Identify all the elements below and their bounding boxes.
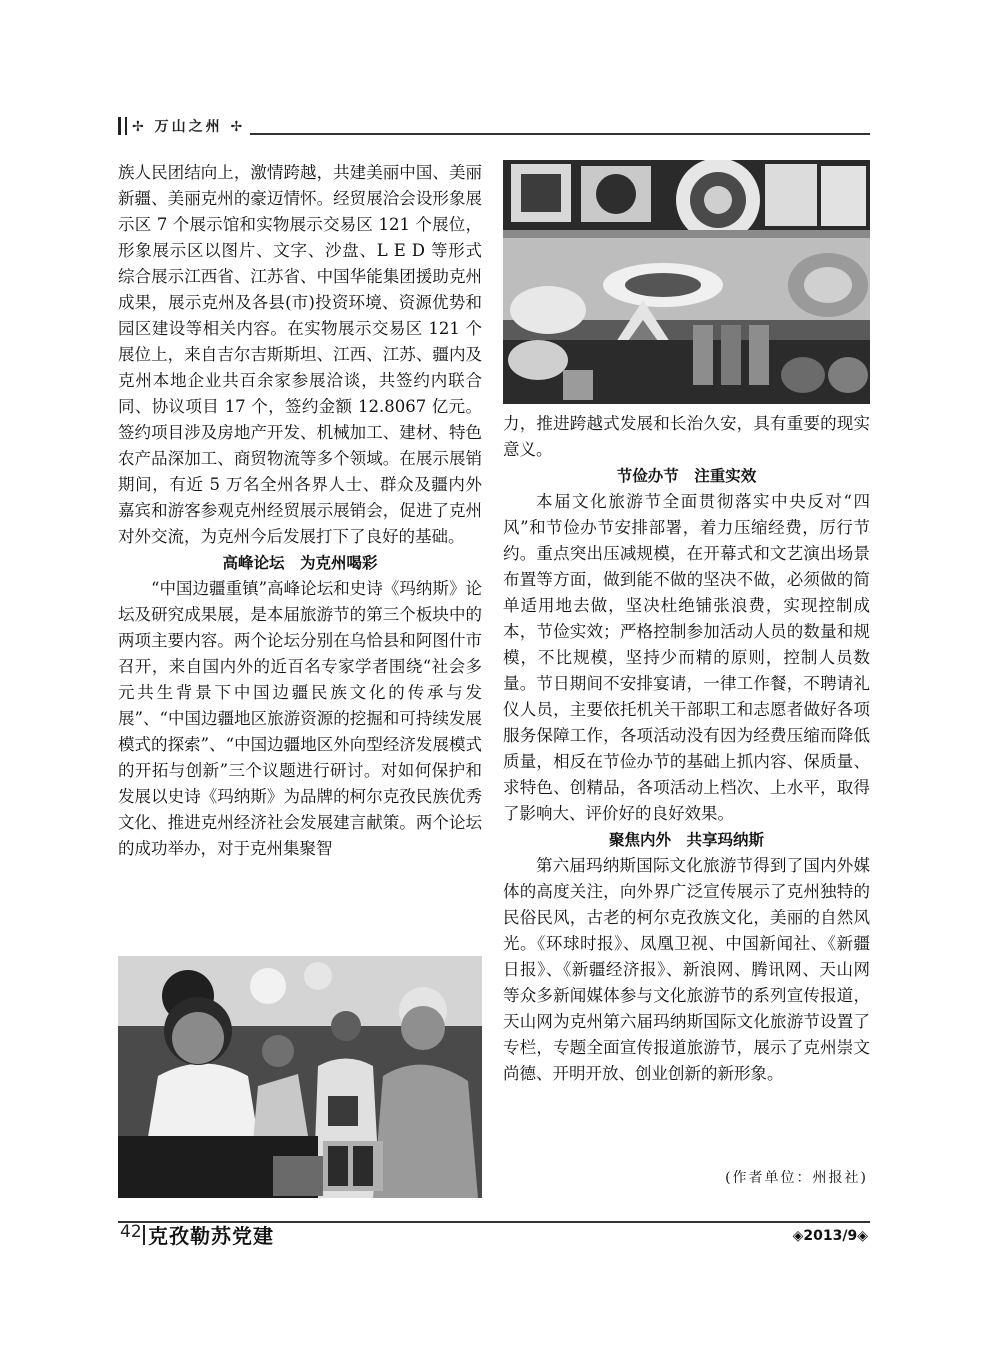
- right-column: [503, 411, 870, 1087]
- section-header: [118, 115, 870, 137]
- magazine-title: 克孜勒苏党建: [148, 1224, 274, 1248]
- author-affiliation: (作者单位：州报社): [725, 1170, 868, 1186]
- paragraph: 本届文化旅游节全面贯彻落实中央反对“四风”和节俭办节安排部署，着力压缩经费，厉行节约。重点突出压减规模，在开幕式和文艺演出场景布置等方面，做到能不做的坚决不做，必须做的简单适用地去做，坚决杜绝铺张浪费，实现控制成本，节俭实效；严格控制参加活动人员的数量和规模，不比规模，坚持少而精的原则，控制人员数量。节日期间不安排宴请，一律工作餐，不聘请礼仪人员，主要依托机关干部职工和志愿者做好各项服务保障工作，各项活动没有因为经费压缩而降低质量，相反在节俭办节的基础上抓内容、保质量、求特色、创精品，各项活动上档次、上水平，取得了影响大、评价好的良好效果。: [503, 492, 870, 823]
- section-heading-media: 聚焦内外 共享玛纳斯: [608, 831, 764, 849]
- header-bars-decoration: [118, 117, 127, 135]
- section-heading-frugal: 节俭办节 注重实效: [616, 467, 757, 485]
- section-heading-forum: 高峰论坛 为克州喝彩: [222, 554, 378, 572]
- paragraph: 族人民团结向上，激情跨越，共建美丽中国、美丽新疆、美丽克州的豪迈情怀。经贸展洽会设形象展示区 7 个展示馆和实物展示交易区 121 个展位，形象展示区以图片、文字、沙盘、L E D 等形式综合展示江西省、江苏省、中国华能集团援助克州成果，展示克州及各县(市)投资环境、资源优势和园区建设等相关内容。在实物展示交易区 121 个展位上，来自吉尔吉斯斯坦、江西、江苏、疆内及克州本地企业共百余家参展洽谈，共签约内联合同、协议项目 17 个，签约金额 12.8067 亿元。签约项目涉及房地产开发、机械加工、建材、特色农产品深加工、商贸物流等多个领域。在展示展销期间，有近 5 万名全州各界人士、群众及疆内外嘉宾和游客参观克州经贸展示展销会，促进了克州对外交流，为克州今后发展打下了良好的基础。: [118, 163, 482, 546]
- issue-date: ◈2013/9◈: [792, 1228, 868, 1244]
- paragraph: “中国边疆重镇”高峰论坛和史诗《玛纳斯》论坛及研究成果展，是本届旅游节的第三个板块中的两项主要内容。两个论坛分别在乌恰县和阿图什市召开，来自国内外的近百名专家学者围绕“社会多元共生背景下中国边疆民族文化的传承与发展”、“中国边疆地区旅游资源的挖掘和可持续发展模式的探索”、“中国边疆地区外向型经济发展模式的开拓与创新”三个议题进行研讨。对如何保护和发展以史诗《玛纳斯》为品牌的柯尔克孜民族优秀文化、推进克州经济社会发展建言献策。两个论坛的成功举办，对于克州集聚智: [118, 579, 482, 858]
- section-title: ✢ 万山之州 ✢: [132, 119, 246, 135]
- left-column: [118, 160, 482, 862]
- page-number-divider: [143, 1225, 145, 1245]
- page-number: 42: [120, 1222, 142, 1242]
- exhibition-booth-photo: [118, 956, 482, 1198]
- handicraft-display-photo: [503, 160, 870, 404]
- header-rule: [250, 133, 870, 135]
- paragraph: 力，推进跨越式发展和长治久安，具有重要的现实意义。: [503, 414, 870, 459]
- paragraph: 第六届玛纳斯国际文化旅游节得到了国内外媒体的高度关注，向外界广泛宣传展示了克州独特的民俗民风，古老的柯尔克孜族文化，美丽的自然风光。《环球时报》、凤凰卫视、中国新闻社、《新疆日报》、《新疆经济报》、新浪网、腾讯网、天山网等众多新闻媒体参与文化旅游节的系列宣传报道，天山网为克州第六届玛纳斯国际文化旅游节设置了专栏，专题全面宣传报道旅游节，展示了克州崇文尚德、开明开放、创业创新的新形象。: [503, 856, 870, 1083]
